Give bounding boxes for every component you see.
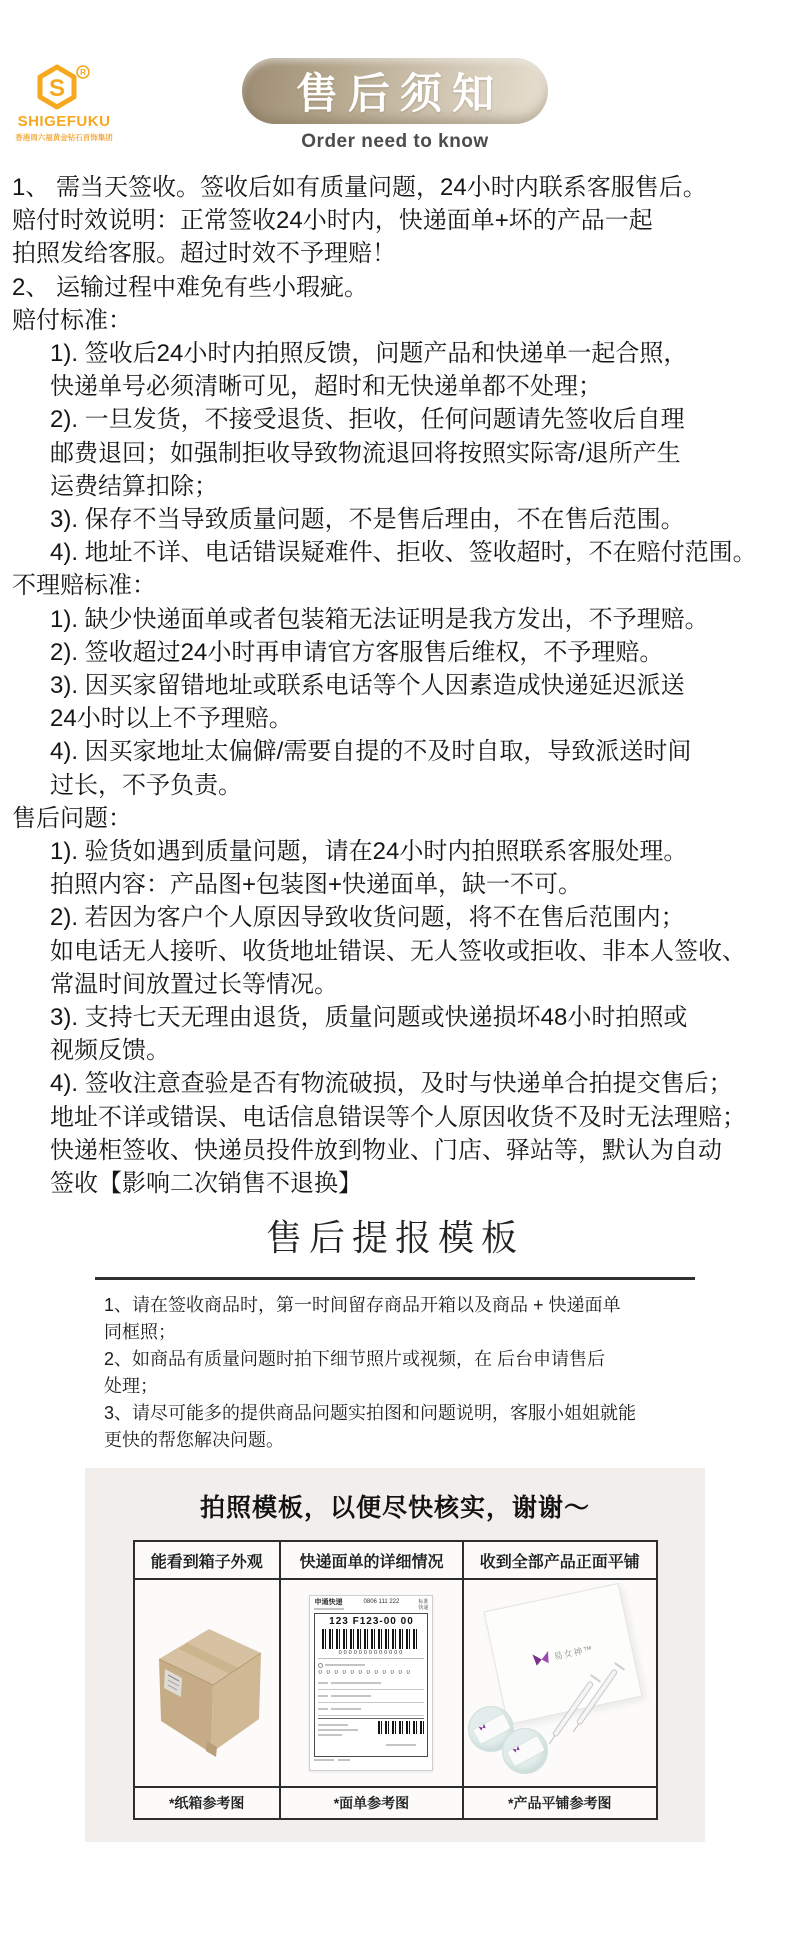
banner-title: 售后须知 [295,70,504,117]
terms-line: 赔付时效说明：正常签收24小时内，快递面单+坏的产品一起 [12,207,653,235]
photo-template-title: 拍照模板，以便尽快核实，谢谢～ [199,1494,590,1523]
table-image-row [134,1579,657,1787]
terms-line: 视频反馈。 [50,1037,170,1065]
note-line: 3、请尽可能多的提供商品问题实拍图和问题说明，客服小姐姐就能 [104,1403,637,1424]
terms-line: 24小时以上不予理赔。 [50,705,293,733]
terms-line: 赔付标准： [12,306,132,334]
terms-line: 如电话无人接听、收货地址错误、无人签收或拒收、非本人签收、 [50,937,746,965]
waybill-barcode-digits: 0000000000000 [338,1650,405,1657]
terms-line: 运费结算扣除； [50,472,218,500]
terms-line: 3). 因买家留错地址或联系电话等个人因素造成快递延迟派送 [50,672,685,700]
title-underline [95,1277,695,1280]
brand-logo [8,64,120,143]
terms-line: 4). 因买家地址太偏僻/需要自提的不及时自取，导致派送时间 [50,738,692,766]
brand-subtitle: 香港周六福黄金钻石首饰集团 [15,133,113,142]
product-flatlay-photo-cell [463,1579,657,1787]
report-template-title: 售后提报模板 [265,1217,524,1259]
note-line: 1、请在签收商品时，第一时间留存商品开箱以及商品 + 快递面单 [104,1295,621,1316]
terms-line: 售后问题： [12,804,132,832]
waybill-sort-code: 123 F123-00 00 [329,1616,414,1628]
terms-line: 1). 签收后24小时内拍照反馈，问题产品和快递单一起合照， [50,340,688,368]
photo-template-table [133,1540,658,1820]
terms-line: 快递单号必须清晰可见，超时和无快递单都不处理； [50,373,602,401]
waybill-barcode [322,1629,420,1649]
terms-line: 地址不详或错误、电话信息错误等个人原因收货不及时无法理赔； [50,1103,746,1131]
waybill-image [309,1595,433,1771]
terms-line: 拍照内容：产品图+包装图+快递面单，缺一不可。 [50,871,583,899]
note-line: 更快的帮您解决问题。 [104,1430,284,1451]
terms-line: 2). 签收超过24小时再申请官方客服售后维权，不予理赔。 [50,638,664,666]
caption-products: *产品平铺参考图 [463,1787,657,1819]
waybill-photo-cell [280,1579,463,1787]
table-caption-row [134,1787,657,1819]
terms-line: 过长，不予负责。 [50,771,242,799]
terms-line: 1). 缺少快递面单或者包装箱无法证明是我方发出，不予理赔。 [50,605,709,633]
hexagon-s-logo-icon [36,64,92,112]
terms-line: 拍照发给客服。超过时效不予理赔！ [12,240,396,268]
photo-template-panel [85,1468,705,1842]
terms-line: 签收【影响二次销售不退换】 [50,1170,362,1198]
banner-subtitle: Order need to know [301,131,489,152]
terms-line: 4). 地址不详、电话错误疑难件、拒收、签收超时，不在赔付范围。 [50,539,757,567]
after-sales-banner [242,58,548,124]
terms-line: 不理赔标准： [12,572,156,600]
terms-line: 1、 需当天签收。签收后如有质量问题，24小时内联系客服售后。 [12,174,707,201]
terms-line: 快递柜签收、快递员投件放到物业、门店、驿站等，默认为自动 [50,1136,722,1164]
table-header-row [134,1541,657,1579]
terms-line: 1). 验货如遇到质量问题，请在24小时内拍照联系客服处理。 [50,838,688,866]
waybill-phone: 0806 111 222 [363,1599,400,1606]
brand-name: SHIGEFUKU [17,113,111,130]
terms-line: 常温时间放置过长等情况。 [50,970,338,998]
terms-line: 2). 一旦发货，不接受退货、拒收，任何问题请先签收后自理 [50,406,685,434]
note-line: 同框照； [104,1322,176,1343]
after-sales-terms [0,171,790,1200]
waybill-courier-name: 申通快递 [314,1599,344,1610]
product-box [483,1583,642,1725]
svg-text:R: R [80,68,86,77]
terms-line: 4). 签收注意查验是否有物流破损，及时与快递单合拍提交售后； [50,1070,733,1098]
caption-waybill: *面单参考图 [280,1787,463,1819]
report-template-notes [0,1292,790,1454]
product-brand-text: 易女神™ [552,1643,594,1662]
caption-box: *纸箱参考图 [134,1787,280,1819]
waybill-digit-row: 0 0 0 0 0 0 0 0 0 0 0 0 [318,1670,412,1677]
blister-cup-2 [502,1728,548,1774]
carton-box-photo-cell [134,1579,280,1787]
note-line: 处理； [104,1376,158,1397]
terms-line: 2、 运输过程中难免有些小瑕疵。 [12,273,369,301]
terms-line: 3). 支持七天无理由退货，质量问题或快递损坏48小时拍照或 [50,1004,688,1032]
waybill-service-tags: 标准 快递 [418,1599,429,1612]
column-header-products: 收到全部产品正面平铺 [463,1541,657,1579]
terms-line: 3). 保存不当导致质量问题，不是售后理由，不在售后范围。 [50,506,685,534]
terms-line: 邮费退回；如强制拒收导致物流退回将按照实际寄/退所产生 [50,439,681,467]
svg-text:S: S [48,75,66,102]
butterfly-logo-icon [531,1649,552,1669]
carton-box-image [137,1591,277,1776]
column-header-waybill: 快递面单的详细情况 [280,1541,463,1579]
column-header-box: 能看到箱子外观 [134,1541,280,1579]
product-flatlay-image [464,1580,656,1786]
terms-line: 2). 若因为客户个人原因导致收货问题，将不在售后范围内； [50,904,685,932]
waybill-small-barcode [378,1721,424,1734]
note-line: 2、如商品有质量问题时拍下细节照片或视频，在 后台申请售后 [104,1349,606,1370]
